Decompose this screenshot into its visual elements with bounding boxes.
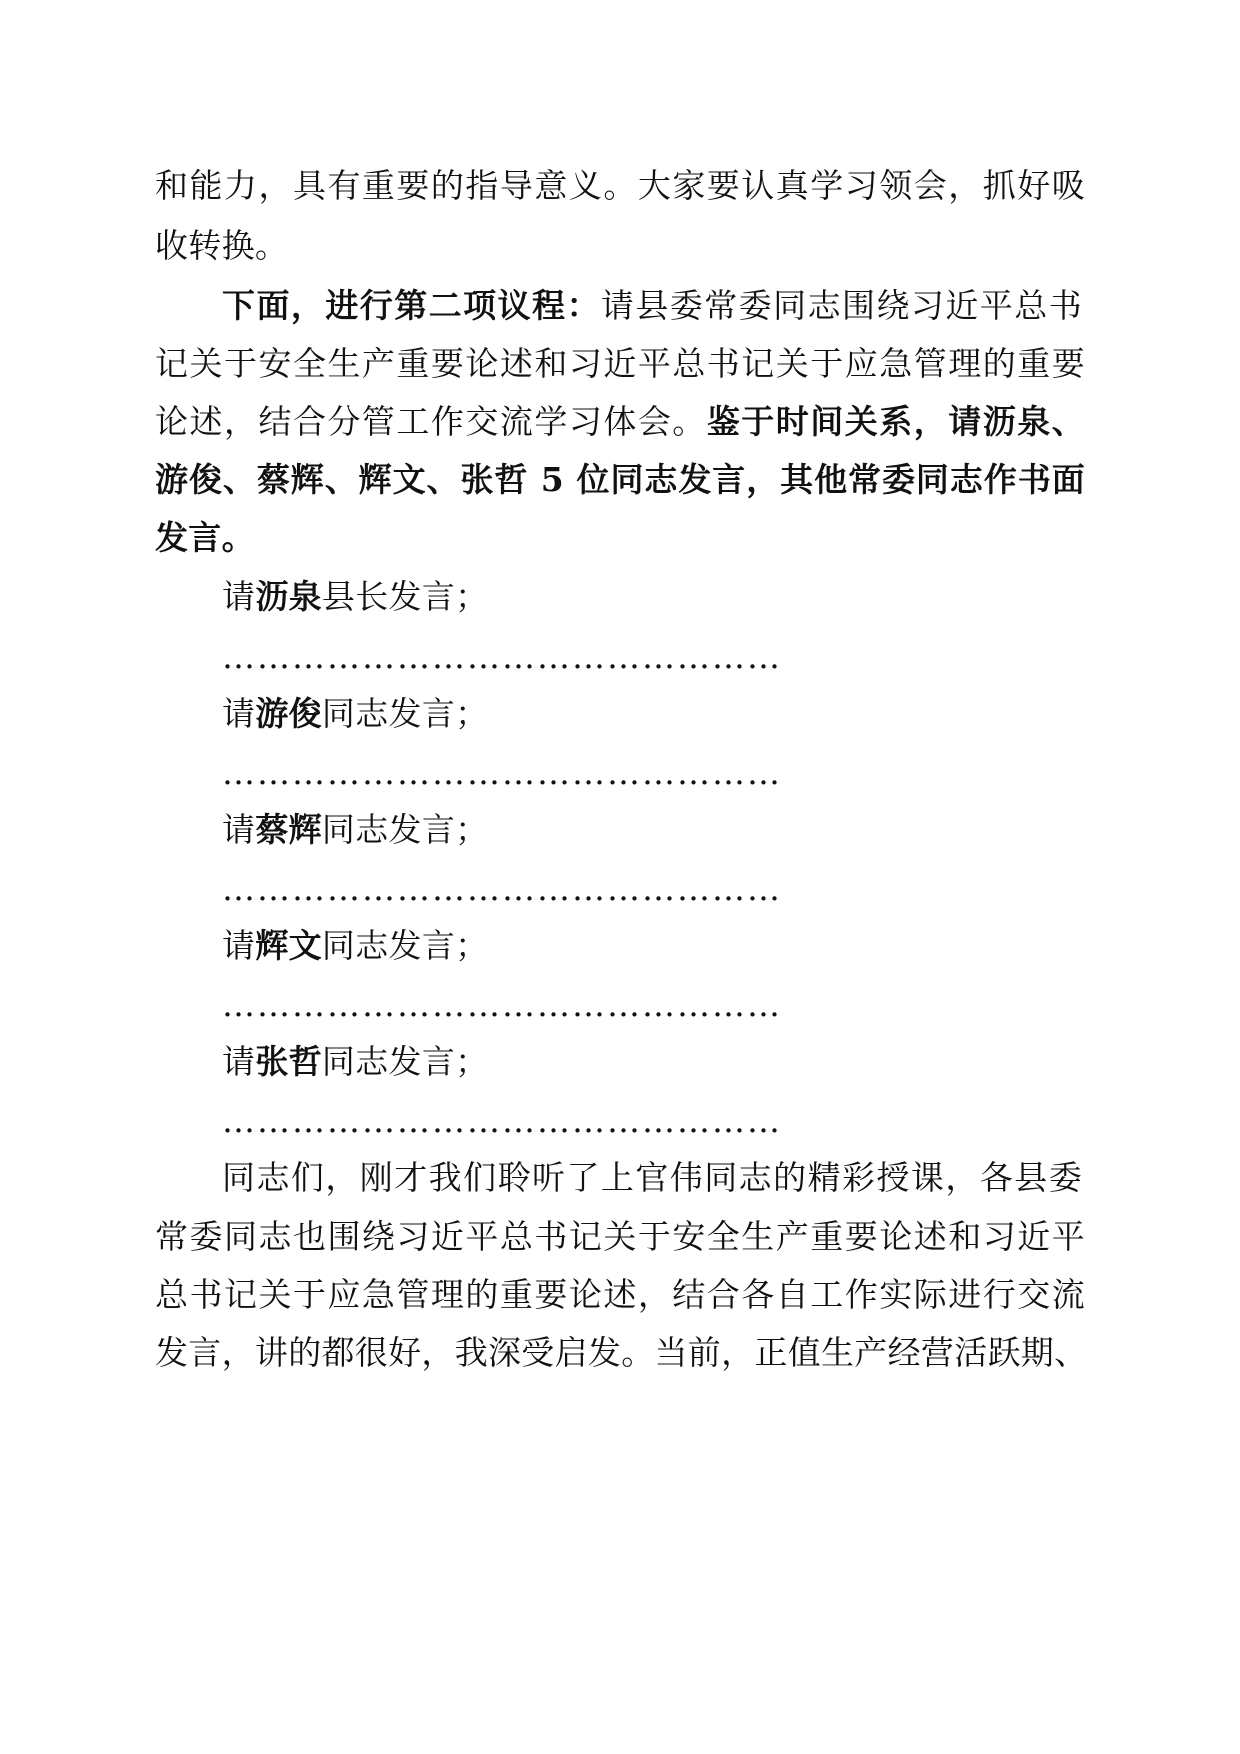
speaker-name: 蔡辉	[255, 810, 322, 849]
agenda-text: 请县委常委同志围绕习近平总书	[600, 286, 1082, 325]
speaker-call-1	[222, 573, 1082, 621]
paragraph-2-line-3	[155, 398, 1085, 446]
agenda-heading: 下面，进行第二项议程：	[222, 286, 601, 325]
ellipsis-line-3: …………………………………………	[222, 869, 782, 908]
speaker-name: 游俊	[255, 694, 322, 733]
paragraph-3-line-2: 常委同志也围绕习近平总书记关于安全生产重要论述和习近平	[155, 1217, 1085, 1256]
ellipsis-line-5: …………………………………………	[222, 1101, 782, 1140]
speaker-suffix: 同志发言；	[321, 810, 489, 849]
speaker-suffix: 同志发言；	[321, 694, 489, 733]
speaker-call-3	[222, 806, 1082, 854]
paragraph-3-line-3: 总书记关于应急管理的重要论述，结合各自工作实际进行交流	[155, 1275, 1085, 1314]
paragraph-2-line-2: 记关于安全生产重要论述和习近平总书记关于应急管理的重要	[155, 344, 1085, 383]
speaker-call-2	[222, 690, 1082, 738]
ellipsis-line-2: …………………………………………	[222, 753, 782, 792]
speaker-name: 张哲	[255, 1042, 322, 1081]
speaker-notice-line: 游俊、蔡辉、辉文、张哲 5 位同志发言，其他常委同志作书面	[155, 460, 1085, 499]
speaker-prefix: 请	[222, 694, 256, 733]
paragraph-2-line-1	[222, 282, 1082, 330]
ellipsis-line-1: …………………………………………	[222, 637, 782, 676]
speaker-call-4	[222, 922, 1082, 970]
speaker-prefix: 请	[222, 926, 256, 965]
paragraph-1-line-1: 和能力，具有重要的指导意义。大家要认真学习领会，抓好吸	[155, 166, 1085, 205]
agenda-text-end: 论述，结合分管工作交流学习体会。	[155, 402, 707, 441]
speaker-notice-end: 发言。	[155, 518, 255, 557]
speaker-prefix: 请	[222, 810, 256, 849]
speaker-notice-start: 鉴于时间关系，请沥泉、	[706, 402, 1085, 441]
speaker-suffix: 同志发言；	[321, 1042, 489, 1081]
speaker-call-5	[222, 1038, 1082, 1086]
speaker-suffix: 同志发言；	[321, 926, 489, 965]
ellipsis-line-4: …………………………………………	[222, 985, 782, 1024]
speaker-prefix: 请	[222, 577, 256, 616]
speaker-name: 辉文	[255, 926, 322, 965]
speaker-prefix: 请	[222, 1042, 256, 1081]
paragraph-3-line-1: 同志们，刚才我们聆听了上官伟同志的精彩授课，各县委	[222, 1158, 1082, 1197]
speaker-suffix: 县长发言；	[321, 577, 489, 616]
speaker-name: 沥泉	[255, 577, 322, 616]
paragraph-3-line-4: 发言，讲的都很好，我深受启发。当前，正值生产经营活跃期、	[155, 1333, 1088, 1372]
paragraph-1-line-2: 收转换。	[155, 226, 289, 265]
